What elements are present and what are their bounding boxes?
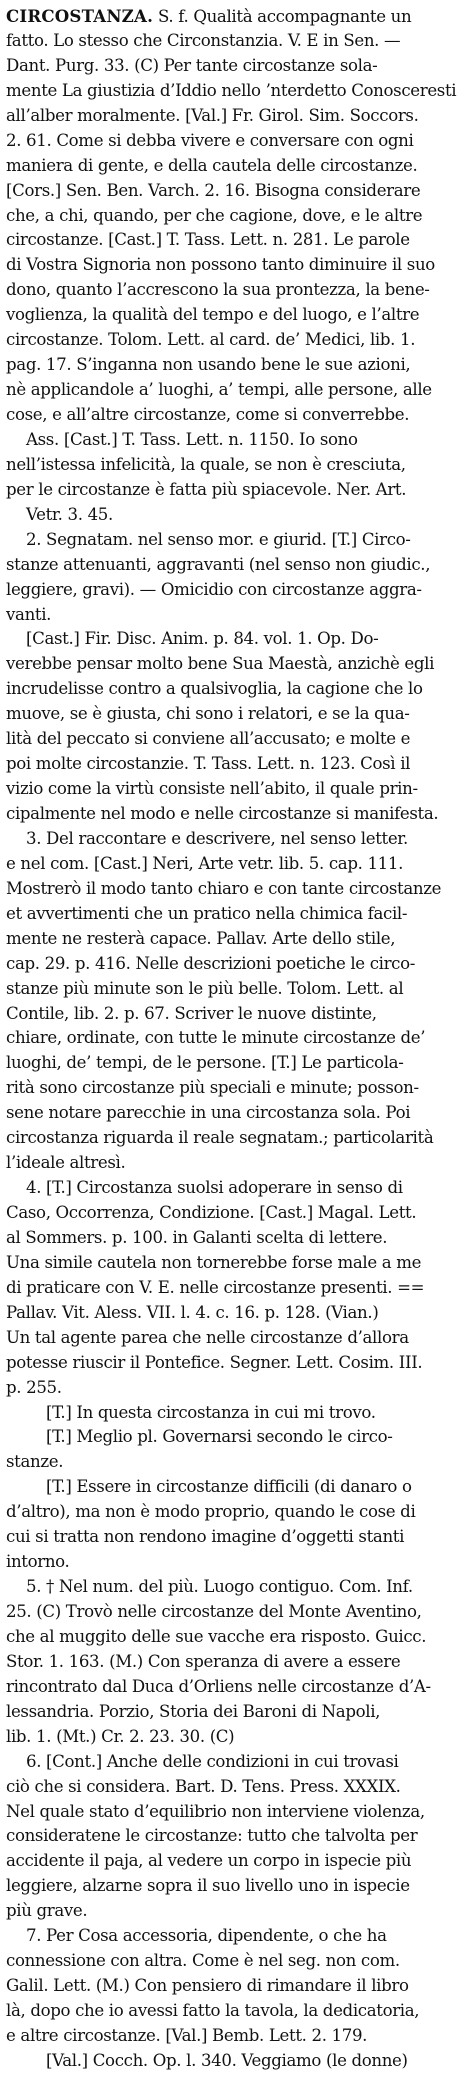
- entry-line: dono, quanto l’accrescono la sua prontezza, la bene-: [6, 280, 430, 300]
- entry-line: sene notare parecchie in una circostanza sola. Poi: [6, 1103, 411, 1123]
- entry-line: Mostrerò il modo tanto chiaro e con tante circostanze: [6, 878, 442, 898]
- entry-line: p. 255.: [6, 1377, 62, 1397]
- entry-line: cose, e all’altre circostanze, come si converrebbe.: [6, 405, 410, 424]
- entry-line: verebbe pensar molto bene Sua Maestà, anzichè egli: [6, 654, 435, 674]
- entry-line: cap. 29. p. 416. Nelle descrizioni poetiche le circo-: [6, 953, 416, 973]
- entry-line: Dant. Purg. 33. (C) Per tante circostanze sola-: [6, 55, 378, 75]
- entry-line: e nel com. [Cast.] Neri, Arte vetr. lib. 5. cap. 111.: [6, 853, 403, 873]
- entry-line: pag. 17. S’inganna non usando bene le sue azioni,: [6, 355, 411, 375]
- entry-line: et avvertimenti che un pratico nella chimica facil-: [6, 903, 408, 923]
- entry-line: all’alber moralmente. [Val.] Fr. Girol. Sim. Soccors.: [6, 105, 419, 125]
- entry-line: [T.] In questa circostanza in cui mi trovo.: [46, 1402, 376, 1422]
- entry-line: circostanza riguarda il reale segnatam.; particolarità: [6, 1128, 434, 1148]
- entry-line: cipalmente nel modo e nelle circostanze si manifesta.: [6, 804, 439, 823]
- entry-line: cui si tratta non rendono imagine d’oggetti stanti: [6, 1527, 405, 1547]
- entry-line: al Sommers. p. 100. in Galanti scelta di lettere.: [6, 1227, 388, 1247]
- entry-line: nell’istessa infelicità, la quale, se non è cresciuta,: [6, 454, 406, 474]
- entry-line: Un tal agente parea che nelle circostanze d’allora: [6, 1327, 409, 1347]
- entry-line: chiare, ordinate, con tutte le minute circostanze de’: [6, 1028, 426, 1048]
- entry-line: circostanze. [Cast.] T. Tass. Lett. n. 281. Le parole: [6, 230, 410, 250]
- entry-line: lib. 1. (Mt.) Cr. 2. 23. 30. (C): [6, 1726, 235, 1746]
- entry-line: leggiere, alzarne sopra il suo livello uno in ispecie: [6, 1876, 410, 1896]
- entry-line: circostanze. Tolom. Lett. al card. de’ Medici, lib. 1.: [6, 330, 416, 350]
- entry-line: incrudelisse contro a qualsivoglia, la cagione che lo: [6, 679, 423, 699]
- entry-line: mente La giustizia d’Iddio nello ’nterdetto Conosceresti: [6, 80, 457, 100]
- entry-line: voglienza, la qualità del tempo e del luogo, e l’altre: [6, 305, 420, 325]
- entry-line: [Val.] Cocch. Op. l. 340. Veggiamo (le donne): [46, 2050, 408, 2070]
- entry-body: [6, 29, 466, 2074]
- entry-line: 6. [Cont.] Anche delle condizioni in cui trovasi: [26, 1751, 399, 1771]
- entry-line: poi molte circostanzie. T. Tass. Lett. n. 123. Così il: [6, 754, 411, 774]
- entry-line: connessione con altra. Come è nel seg. non com.: [6, 1951, 400, 1971]
- entry-line: Contile, lib. 2. p. 67. Scriver le nuove distinte,: [6, 1003, 377, 1023]
- entry-line: Una simile cautela non tornerebbe forse male a me: [6, 1252, 422, 1272]
- entry-line: fatto. Lo stesso che Circonstanzia. V. E in Sen. —: [6, 30, 401, 50]
- entry-line-1: [6, 4, 466, 29]
- entry-line: là, dopo che io avessi fatto la tavola, la dedicatoria,: [6, 2001, 420, 2020]
- entry-line: stanze più minute son le più belle. Tolom. Lett. al: [6, 978, 404, 998]
- entry-line: 4. [T.] Circostanza suolsi adoperare in senso di: [26, 1178, 403, 1198]
- entry-line: stanze attenuanti, aggravanti (nel senso non giudic.,: [6, 554, 431, 574]
- entry-line: 2. Segnatam. nel senso mor. e giurid. [T.] Circo-: [26, 529, 411, 549]
- entry-line: più grave.: [6, 1901, 88, 1921]
- entry-line: Stor. 1. 163. (M.) Con speranza di avere a essere: [6, 1651, 401, 1671]
- entry-line: accidente il paja, al vedere un corpo in ispecie più: [6, 1851, 412, 1871]
- entry-line: vizio come la virtù consiste nell’abito, il quale prin-: [6, 779, 418, 799]
- entry-line: luoghi, de’ tempi, de le persone. [T.] Le particola-: [6, 1053, 404, 1073]
- entry-line: 7. Per Cosa accessoria, dipendente, o che ha: [26, 1926, 387, 1946]
- entry-line: potesse riuscir il Pontefice. Segner. Lett. Cosim. III.: [6, 1352, 423, 1372]
- entry-line: di praticare con V. E. nelle circostanze presenti. ==: [6, 1277, 425, 1297]
- entry-line: Pallav. Vit. Aless. VII. l. 4. c. 16. p. 128. (Vian.): [6, 1302, 379, 1322]
- entry-line: mente ne resterà capace. Pallav. Arte dello stile,: [6, 928, 396, 948]
- entry-line: per le circostanze è fatta più spiacevole. Ner. Art.: [6, 479, 407, 499]
- entry-line: vanti.: [6, 604, 52, 624]
- entry-line: 3. Del raccontare e descrivere, nel senso letter.: [26, 828, 408, 848]
- entry-line: lità del peccato si conviene all’accusato; e molte e: [6, 729, 411, 749]
- entry-line: d’altro), ma non è modo proprio, quando le cose di: [6, 1502, 416, 1522]
- entry-line: e altre circostanze. [Val.] Bemb. Lett. 2. 179.: [6, 2025, 368, 2045]
- entry-line: nè applicandole a’ luoghi, a’ tempi, alle persone, alle: [6, 380, 432, 400]
- entry-line: 5. † Nel num. del più. Luogo contiguo. Com. Inf.: [26, 1577, 413, 1597]
- entry-line: rincontrato dal Duca d’Orliens nelle circostanze d’A-: [6, 1676, 431, 1696]
- entry-line: 25. (C) Trovò nelle circostanze del Monte Aventino,: [6, 1602, 422, 1621]
- entry-line: ciò che si considera. Bart. D. Tens. Press. XXXIX.: [6, 1776, 401, 1796]
- entry-line: maniera di gente, e della cautela delle circostanze.: [6, 155, 418, 175]
- headword: CIRCOSTANZA.: [6, 6, 154, 26]
- entry-line: [T.] Meglio pl. Governarsi secondo le circo-: [46, 1427, 393, 1447]
- entry-line: muove, se è giusta, chi sono i relatori, e se la qua-: [6, 704, 410, 724]
- entry-line: che al muggito delle sue vacche era risposto. Guicc.: [6, 1626, 427, 1646]
- entry-line: S. f. Qualità accompagnante un: [158, 7, 412, 26]
- entry-line: rità sono circostanze più speciali e minute; posson-: [6, 1078, 419, 1098]
- entry-line: Vetr. 3. 45.: [26, 504, 113, 524]
- entry-line: [T.] Essere in circostanze difficili (di danaro o: [46, 1477, 412, 1497]
- entry-line: Nel quale stato d’equilibrio non interviene violenza,: [6, 1801, 425, 1821]
- entry-line: consideratene le circostanze: tutto che talvolta per: [6, 1826, 418, 1846]
- entry-line: leggiere, gravi). — Omicidio con circostanze aggra-: [6, 579, 422, 599]
- entry-line: Ass. [Cast.] T. Tass. Lett. n. 1150. Io sono: [26, 429, 358, 449]
- entry-line: intorno.: [6, 1552, 70, 1572]
- entry-line: lessandria. Porzio, Storia dei Baroni di Napoli,: [6, 1701, 381, 1721]
- entry-line: che, a chi, quando, per che cagione, dove, e le altre: [6, 205, 423, 225]
- entry-line: [Cors.] Sen. Ben. Varch. 2. 16. Bisogna considerare: [6, 180, 421, 200]
- entry-line: stanze.: [6, 1452, 64, 1472]
- entry-line: 2. 61. Come si debba vivere e conversare con ogni: [6, 130, 414, 150]
- entry-line: di Vostra Signoria non possono tanto diminuire il suo: [6, 255, 435, 275]
- entry-line: [Cast.] Fir. Disc. Anim. p. 84. vol. 1. Op. Do-: [26, 629, 379, 649]
- entry-line: Galil. Lett. (M.) Con pensiero di rimandare il libro: [6, 1976, 409, 1996]
- entry-line: Caso, Occorrenza, Condizione. [Cast.] Magal. Lett.: [6, 1203, 417, 1222]
- entry-line: l’ideale altresì.: [6, 1153, 126, 1173]
